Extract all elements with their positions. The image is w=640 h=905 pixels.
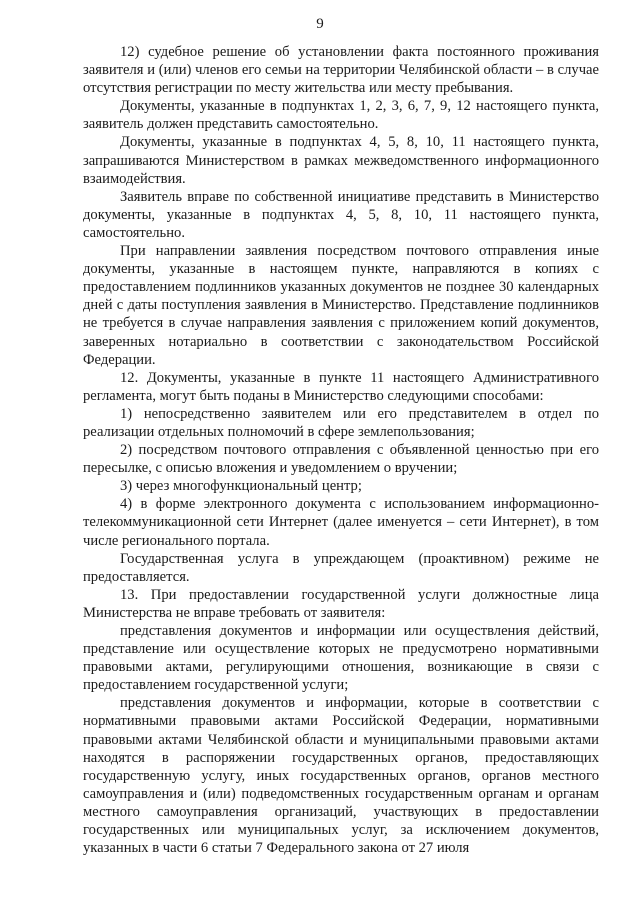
paragraph: Заявитель вправе по собственной инициативе представить в Министерство документы, указанные в подпунктах 4, 5, 8, 10, 11 настоящего пункта, самостоятельно. [83,188,599,241]
paragraph: При направлении заявления посредством почтового отправления иные документы, указанные в настоящем пункте, направляются в копиях с предоставлением подлинников указанных документов не позднее 30 календарных дней с даты поступления заявления в Министерство. Представление подлинников не требуется в случае направления заявления с приложением копий документов, заверенных нотариально в соответствии с законодательством Российской Федерации. [83,243,599,368]
paragraph: 12) судебное решение об установлении факта постоянного проживания заявителя и (или) членов его семьи на территории Челябинской области – в случае отсутствия регистрации по месту жительства или месту пребывания. [83,44,599,97]
paragraph: 2) посредством почтового отправления с объявленной ценностью при его пересылке, с описью вложения и уведомлением о вручении; [83,442,599,477]
paragraph: 13. При предоставлении государственной услуги должностные лица Министерства не вправе требовать от заявителя: [83,586,599,621]
paragraph: 1) непосредственно заявителем или его представителем в отдел по реализации отдельных полномочий в сфере землепользования; [83,405,599,440]
paragraph: Документы, указанные в подпунктах 4, 5, 8, 10, 11 настоящего пункта, запрашиваются Министерством в рамках межведомственного информационного взаимодействия. [83,134,599,187]
paragraph: 3) через многофункциональный центр; [120,478,362,495]
paragraph: представления документов и информации, которые в соответствии с нормативными правовыми актами Российской Федерации, нормативными правовыми актами Челябинской области и муниципальными правовыми актами находятся в распоряжении государственных органов, предоставляющих государственную услугу, иных государственных органов, органов местного самоуправления и (или) подведомственных государственным органам и органам местного самоуправления организаций, участвующих в предоставлении государственных или муниципальных услуг, за исключением документов, указанных в части 6 статьи 7 Федерального закона от 27 июля [83,695,599,857]
paragraph: 12. Документы, указанные в пункте 11 настоящего Административного регламента, могут быть поданы в Министерство следующими способами: [83,369,599,404]
paragraph: Документы, указанные в подпунктах 1, 2, 3, 6, 7, 9, 12 настоящего пункта, заявитель должен представить самостоятельно. [83,98,599,133]
document-body [83,43,599,857]
paragraph: Государственная услуга в упреждающем (проактивном) режиме не предоставляется. [83,550,599,585]
paragraph: представления документов и информации или осуществления действий, представление или осуществление которых не предусмотрено нормативными правовыми актами, регулирующими отношения, возникающие в связи с предоставлением государственной услуги; [83,623,599,694]
page-number: 9 [316,16,324,32]
paragraph: 4) в форме электронного документа с использованием информационно-телекоммуникационной сети Интернет (далее именуется – сети Интернет), в том числе регионального портала. [83,496,599,549]
